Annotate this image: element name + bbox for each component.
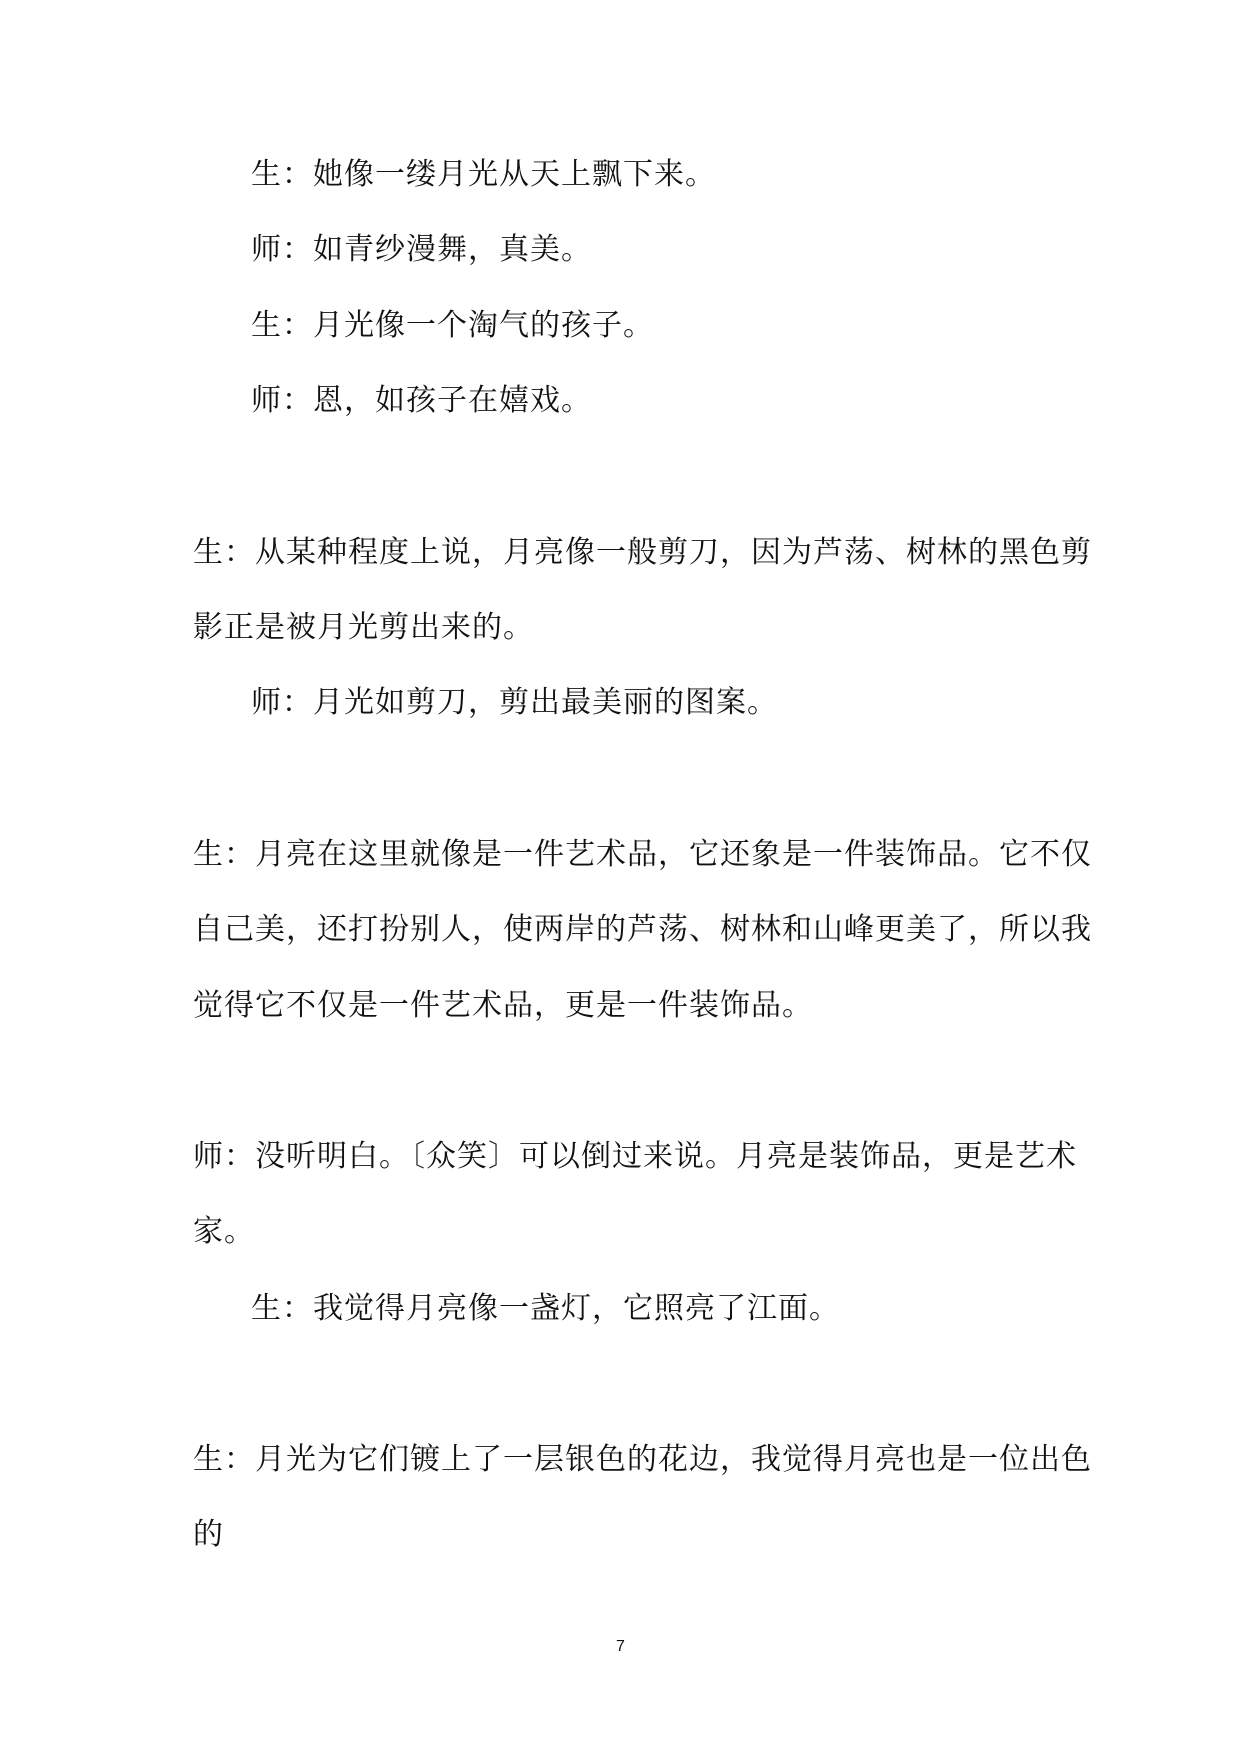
paragraph-5-line-1: 生：从某种程度上说，月亮像一般剪刀，因为芦荡、树林的黑色剪 [193,535,1092,570]
paragraph-7-line-2: 自己美，还打扮别人，使两岸的芦荡、树林和山峰更美了，所以我 [193,912,1092,947]
paragraph-8-line-2: 家。 [193,1214,255,1249]
paragraph-10-line-1: 生：月光为它们镀上了一层银色的花边，我觉得月亮也是一位出色 [193,1442,1092,1477]
paragraph-9-line-1: 生：我觉得月亮像一盏灯，它照亮了江面。 [251,1291,840,1326]
paragraph-4-line-1: 师：恩，如孩子在嬉戏。 [251,383,592,418]
paragraph-8-line-1: 师：没听明白。〔众笑〕可以倒过来说。月亮是装饰品，更是艺术 [193,1139,1077,1174]
paragraph-1-line-1: 生：她像一缕月光从天上飘下来。 [251,157,716,192]
paragraph-10-line-2: 的 [193,1517,224,1552]
page-number: 7 [616,1638,625,1655]
paragraph-7-line-1: 生：月亮在这里就像是一件艺术品，它还象是一件装饰品。它不仅 [193,837,1092,872]
paragraph-2-line-1: 师：如青纱漫舞，真美。 [251,232,592,267]
paragraph-7-line-3: 觉得它不仅是一件艺术品，更是一件装饰品。 [193,988,813,1023]
paragraph-5-line-2: 影正是被月光剪出来的。 [193,610,534,645]
paragraph-6-line-1: 师：月光如剪刀，剪出最美丽的图案。 [251,685,778,720]
paragraph-3-line-1: 生：月光像一个淘气的孩子。 [251,308,654,343]
